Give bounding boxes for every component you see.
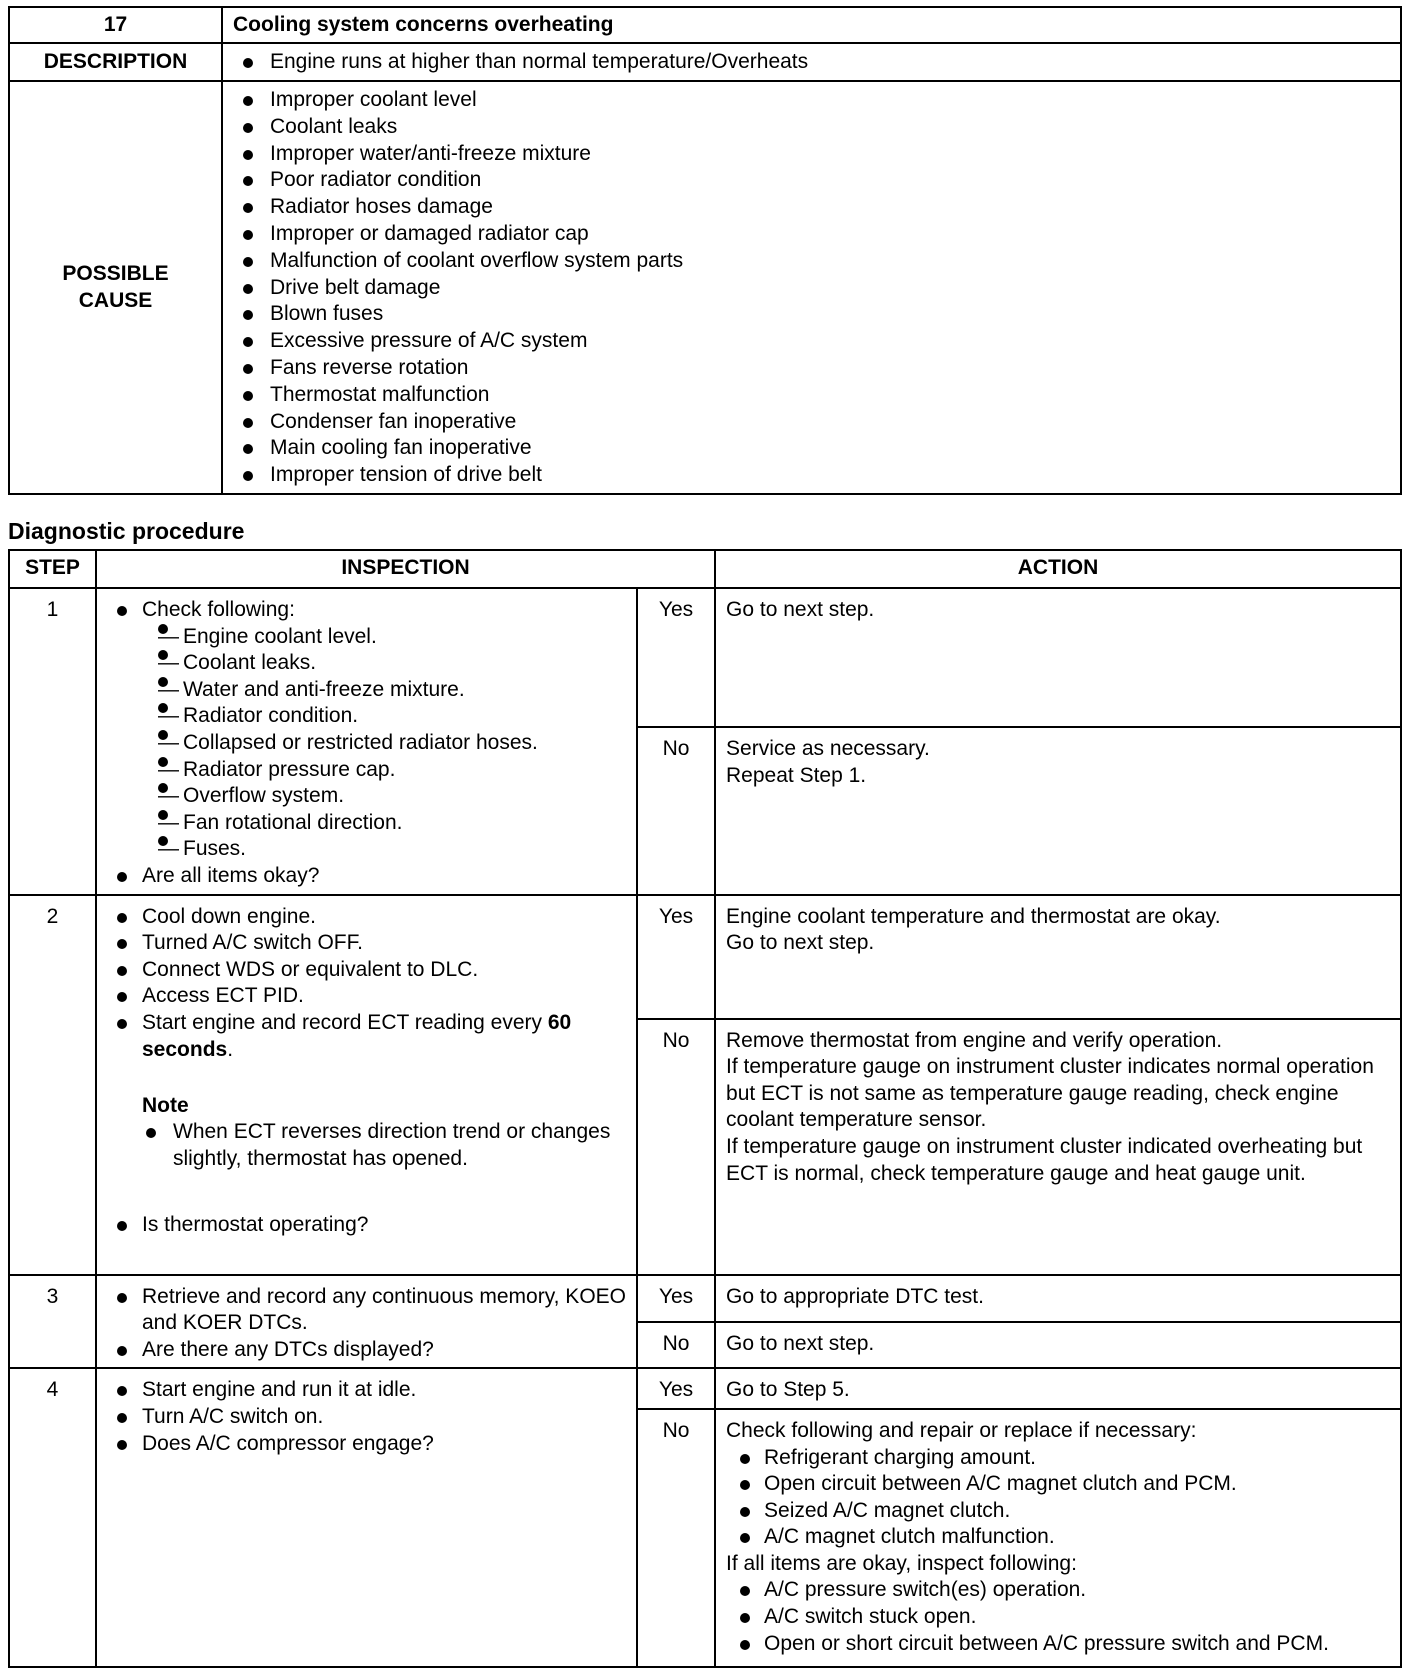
step-1-number: 1: [9, 588, 96, 895]
cause-item: Fans reverse rotation: [223, 355, 1400, 382]
symptom-number: 17: [9, 7, 222, 43]
cause-item: Poor radiator condition: [223, 167, 1400, 194]
step-3-no-label: No: [637, 1322, 715, 1368]
step-3-no-action: Go to next step.: [715, 1322, 1401, 1368]
step-2-note: When ECT reverses direction trend or changes slightly, thermostat has opened.: [101, 1119, 626, 1172]
step-2-question: Is thermostat operating?: [101, 1212, 626, 1239]
cause-item: Blown fuses: [223, 301, 1400, 328]
step-2-yes-row: [9, 895, 1401, 1019]
symptom-title: Cooling system concerns overheating: [222, 7, 1401, 43]
check-item: — Radiator pressure cap.: [142, 757, 626, 784]
cause-item: Radiator hoses damage: [223, 194, 1400, 221]
description-text: Engine runs at higher than normal temperature/Overheats: [223, 49, 1400, 75]
header-inspection: INSPECTION: [96, 550, 715, 588]
step-2-item: Connect WDS or equivalent to DLC.: [101, 957, 626, 984]
step-1-yes-action: Go to next step.: [715, 588, 1401, 727]
step-3-yes-label: Yes: [637, 1275, 715, 1322]
step-4-no-mid: If all items are okay, inspect following:: [726, 1551, 1077, 1575]
check-item: — Collapsed or restricted radiator hoses.: [142, 730, 626, 757]
possible-cause-label-line1: POSSIBLE: [62, 262, 169, 286]
step-2-yes-action: Engine coolant temperature and thermostat are okay. Go to next step.: [715, 895, 1401, 1019]
step-2-item: Turned A/C switch OFF.: [101, 930, 626, 957]
description-cell: [222, 43, 1401, 81]
cause-item: Coolant leaks: [223, 114, 1400, 141]
cause-item: Condenser fan inoperative: [223, 409, 1400, 436]
step-4-no-intro: Check following and repair or replace if necessary:: [726, 1418, 1197, 1442]
step-1-yes-label: Yes: [637, 588, 715, 727]
step-2-inspection: [96, 895, 637, 1275]
step-1-question: Are all items okay?: [101, 863, 626, 890]
step-1-inspection: [96, 588, 637, 895]
symptom-table: [8, 6, 1402, 495]
header-action: ACTION: [715, 550, 1401, 588]
procedure-header-row: [9, 550, 1401, 588]
step-2-record-item: Start engine and record ECT reading every 60 seconds.: [101, 1010, 626, 1063]
step-4-yes-row: [9, 1368, 1401, 1409]
step-2-no-action: Remove thermostat from engine and verify operation. If temperature gauge on instrument cluster indicates normal operation but ECT is not same as temperature gauge reading, check engine coolant temperature sensor. If temperature gauge on instrument cluster indicated overheating but ECT is normal, check temperature gauge and heat gauge unit.: [715, 1019, 1401, 1275]
step-4-no-list-1: [726, 1445, 1392, 1551]
step-2-no-label: No: [637, 1019, 715, 1275]
step-2-item: Cool down engine.: [101, 904, 626, 931]
description-row: [9, 43, 1401, 81]
cause-item: Drive belt damage: [223, 275, 1400, 302]
step-4-no-action: [715, 1409, 1401, 1667]
symptom-title-row: [9, 7, 1401, 43]
description-label: DESCRIPTION: [9, 43, 222, 81]
possible-cause-row: [9, 81, 1401, 494]
action-item: Open circuit between A/C magnet clutch and PCM.: [726, 1471, 1392, 1498]
cause-item: Thermostat malfunction: [223, 382, 1400, 409]
step-4-no-list-2: [726, 1577, 1392, 1657]
check-item: — Engine coolant level.: [142, 624, 626, 651]
cause-item: Improper or damaged radiator cap: [223, 221, 1400, 248]
header-step: STEP: [9, 550, 96, 588]
step-3-number: 3: [9, 1275, 96, 1369]
step-4-item: Start engine and run it at idle.: [101, 1377, 626, 1404]
check-item: — Fan rotational direction.: [142, 810, 626, 837]
action-item: Refrigerant charging amount.: [726, 1445, 1392, 1472]
possible-cause-list: [223, 87, 1400, 489]
step-4-number: 4: [9, 1368, 96, 1667]
step-2-number: 2: [9, 895, 96, 1275]
action-item: Seized A/C magnet clutch.: [726, 1498, 1392, 1525]
check-item: — Coolant leaks.: [142, 650, 626, 677]
cause-item: Main cooling fan inoperative: [223, 435, 1400, 462]
cause-item: Improper coolant level: [223, 87, 1400, 114]
check-item: — Radiator condition.: [142, 703, 626, 730]
step-2-item: Access ECT PID.: [101, 983, 626, 1010]
step-1-check-intro: Check following: — Engine coolant level. — Coolant leaks. — Water and anti-freeze mixture. — Radiator condition. — Collapsed or restricted radiator hoses. — Radiator pressure cap. — Overflow system. — Fan rotational direction. — Fuses.: [101, 597, 626, 863]
step-4-item: Does A/C compressor engage?: [101, 1431, 626, 1458]
action-item: A/C magnet clutch malfunction.: [726, 1524, 1392, 1551]
step-3-item: Are there any DTCs displayed?: [101, 1337, 626, 1364]
step-1-check-list: [142, 624, 626, 863]
step-4-item: Turn A/C switch on.: [101, 1404, 626, 1431]
possible-cause-list-cell: [222, 81, 1401, 494]
diagnostic-procedure-heading: Diagnostic procedure: [8, 518, 245, 544]
check-item: — Water and anti-freeze mixture.: [142, 677, 626, 704]
cause-item: Excessive pressure of A/C system: [223, 328, 1400, 355]
action-item: A/C pressure switch(es) operation.: [726, 1577, 1392, 1604]
step-3-yes-row: [9, 1275, 1401, 1322]
step-3-inspection: [96, 1275, 637, 1369]
step-2-note-title: Note: [142, 1094, 189, 1118]
action-item: A/C switch stuck open.: [726, 1604, 1392, 1631]
step-1-no-action: Service as necessary. Repeat Step 1.: [715, 727, 1401, 894]
check-item: — Overflow system.: [142, 783, 626, 810]
check-item: — Fuses.: [142, 836, 626, 863]
possible-cause-label: [9, 81, 222, 494]
step-4-yes-label: Yes: [637, 1368, 715, 1409]
action-item: Open or short circuit between A/C pressure switch and PCM.: [726, 1631, 1392, 1658]
step-4-inspection: [96, 1368, 637, 1667]
step-1-no-label: No: [637, 727, 715, 894]
diagnostic-procedure-table: [8, 549, 1402, 1668]
step-3-yes-action: Go to appropriate DTC test.: [715, 1275, 1401, 1322]
step-3-item: Retrieve and record any continuous memory, KOEO and KOER DTCs.: [101, 1284, 626, 1337]
possible-cause-label-line2: CAUSE: [78, 289, 153, 313]
cause-item: Improper tension of drive belt: [223, 462, 1400, 489]
step-4-no-label: No: [637, 1409, 715, 1667]
step-4-yes-action: Go to Step 5.: [715, 1368, 1401, 1409]
cause-item: Malfunction of coolant overflow system parts: [223, 248, 1400, 275]
step-2-yes-label: Yes: [637, 895, 715, 1019]
cause-item: Improper water/anti-freeze mixture: [223, 141, 1400, 168]
step-1-yes-row: [9, 588, 1401, 727]
